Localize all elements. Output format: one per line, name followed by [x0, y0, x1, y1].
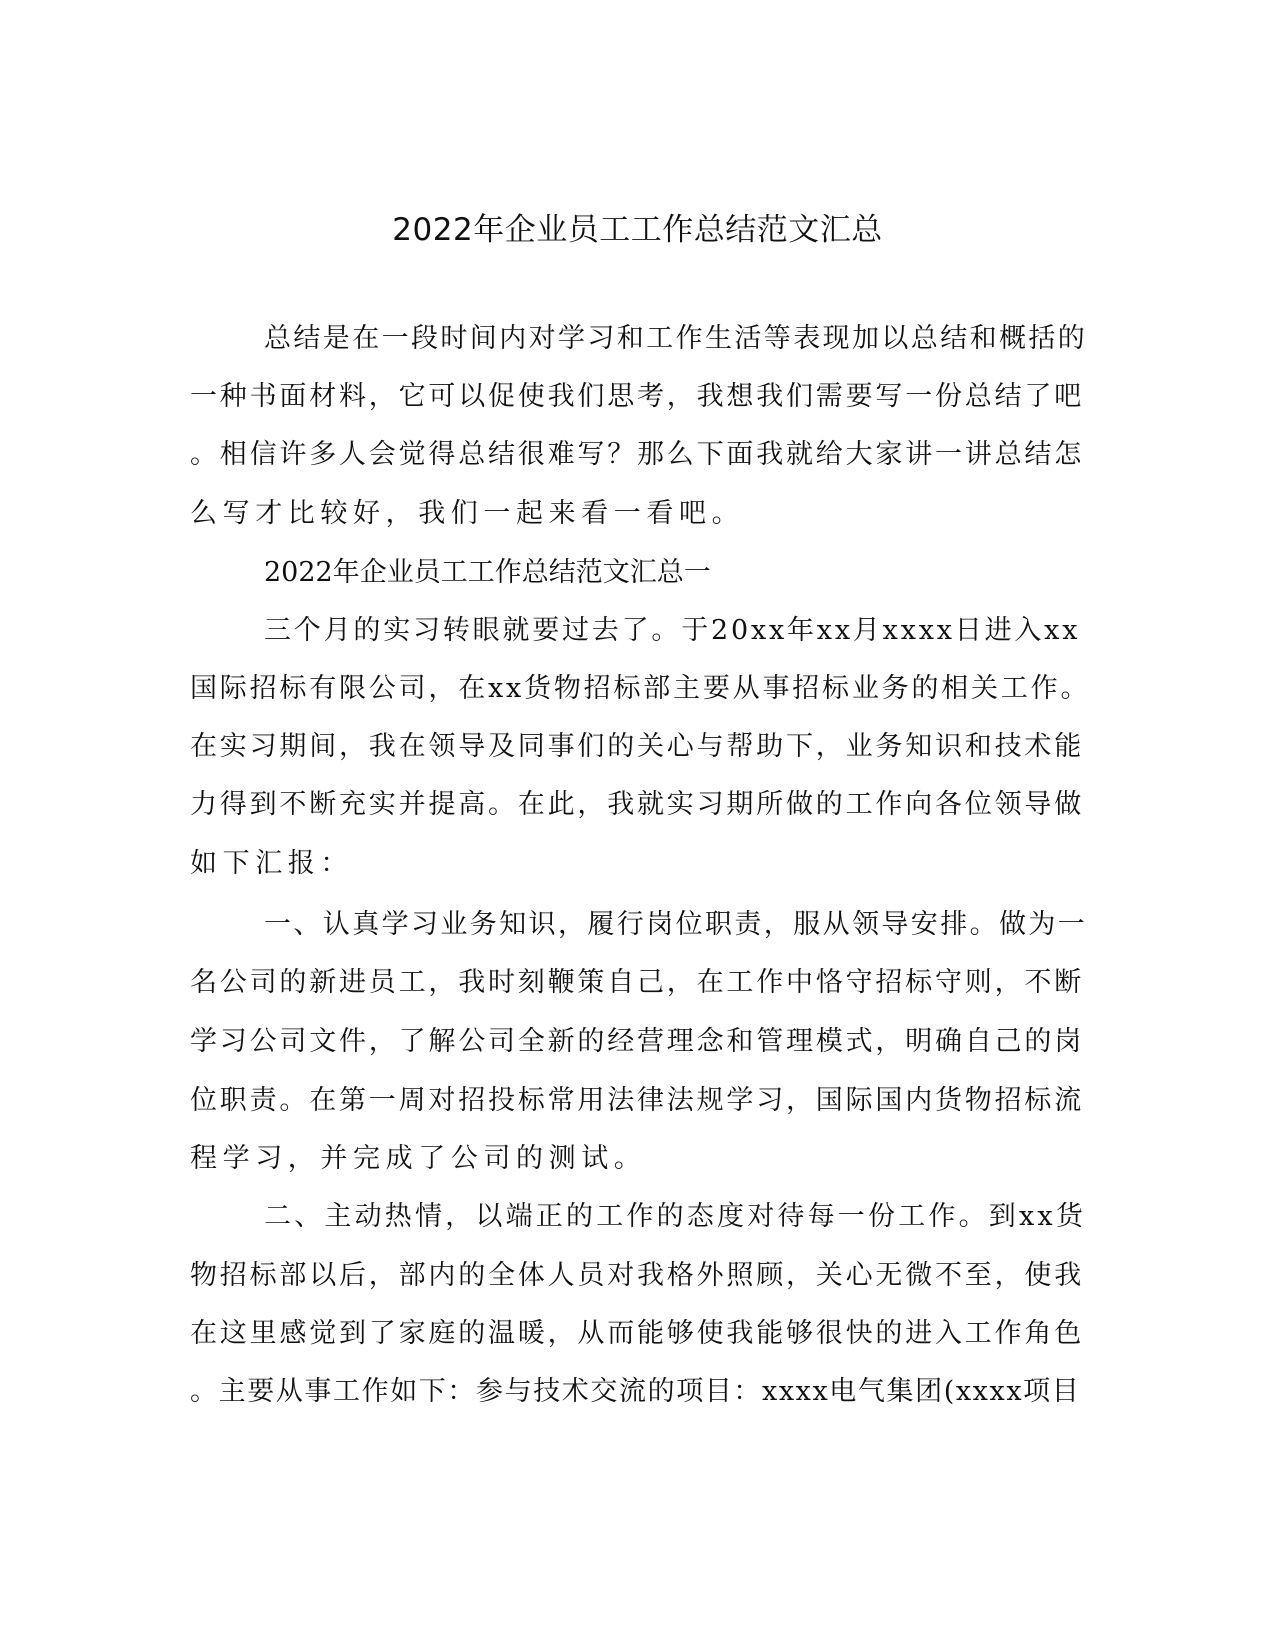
paragraph-line: 二、主动热情，以端正的工作的态度对待每一份工作。到xx货 [264, 1201, 1087, 1232]
paragraph-line: 三个月的实习转眼就要过去了。于20xx年xx月xxxx日进入xx [264, 615, 1081, 646]
paragraph-line: 名公司的新进员工，我时刻鞭策自己，在工作中恪守招标守则，不断 [190, 967, 1084, 998]
paragraph-line: 一种书面材料，它可以促使我们思考，我想我们需要写一份总结了吧 [190, 381, 1084, 412]
section-heading: 2022年企业员工工作总结范文汇总一 [264, 557, 711, 588]
paragraph-line: 在实习期间，我在领导及同事们的关心与帮助下，业务知识和技术能 [190, 731, 1084, 762]
paragraph-line: 。主要从事工作如下：参与技术交流的项目：xxxx电气集团(xxxx项目 [190, 1376, 1081, 1407]
paragraph-line: 。相信许多人会觉得总结很难写？那么下面我就给大家讲一讲总结怎 [190, 439, 1084, 470]
paragraph-line: 国际招标有限公司，在xx货物招标部主要从事招标业务的相关工作。 [190, 673, 1091, 704]
paragraph-line: 位职责。在第一周对招投标常用法律法规学习，国际国内货物招标流 [190, 1085, 1084, 1116]
paragraph-line: 如下汇报： [190, 848, 353, 879]
document-title: 2022年企业员工工作总结范文汇总 [392, 212, 883, 248]
paragraph-line: 在这里感觉到了家庭的温暖，从而能够使我能够很快的进入工作角色 [190, 1318, 1084, 1349]
paragraph-line: 物招标部以后，部内的全体人员对我格外照顾，关心无微不至，使我 [190, 1260, 1084, 1291]
paragraph-line: 学习公司文件，了解公司全新的经营理念和管理模式，明确自己的岗 [190, 1026, 1084, 1057]
paragraph-line: 力得到不断充实并提高。在此，我就实习期所做的工作向各位领导做 [190, 789, 1084, 820]
paragraph-line: 程学习，并完成了公司的测试。 [190, 1143, 647, 1174]
paragraph-line: 总结是在一段时间内对学习和工作生活等表现加以总结和概括的 [264, 323, 1088, 354]
paragraph-line: 么写才比较好，我们一起来看一看吧。 [190, 498, 745, 529]
paragraph-line: 一、认真学习业务知识，履行岗位职责，服从领导安排。做为一 [264, 909, 1088, 940]
